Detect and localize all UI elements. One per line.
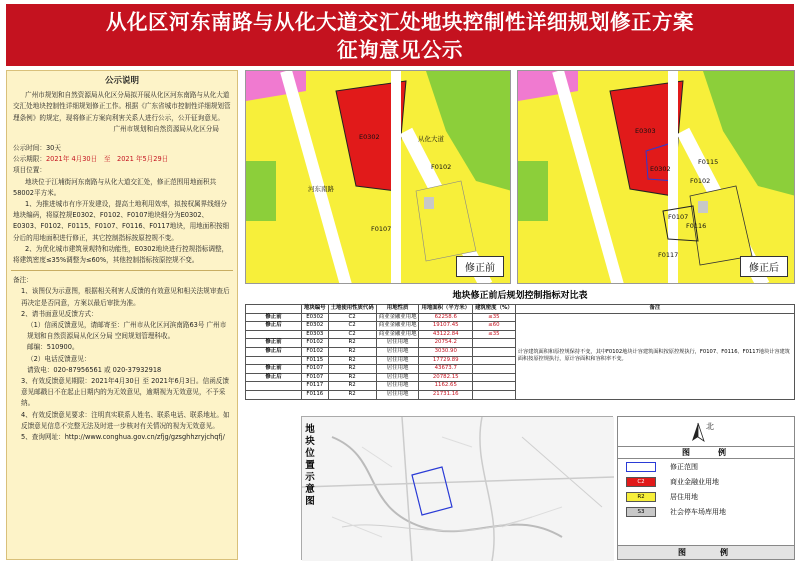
legend-label: 居住用地 bbox=[670, 492, 698, 501]
remark-2c: （2）电话反馈意见： bbox=[27, 354, 91, 363]
cell-code: E0303 bbox=[302, 330, 329, 339]
cell-use-code: R2 bbox=[328, 347, 376, 356]
map-before-label-f0107: F0107 bbox=[371, 225, 392, 233]
page-subtitle: 征询意见公示 bbox=[337, 38, 463, 62]
cell-use: 居住用地 bbox=[376, 373, 419, 382]
map-after-stamp: 修正后 bbox=[740, 256, 788, 277]
location-map-drawing bbox=[302, 417, 614, 561]
notice-title: 公示说明 bbox=[104, 76, 139, 86]
project-text: 地块位于江埔街河东南路与从化大道交汇处，修正范围用地面积共58002平方米。 bbox=[13, 177, 217, 197]
legend-footer: 图 例 bbox=[618, 545, 794, 559]
cell-use: 居住用地 bbox=[376, 356, 419, 365]
cell-code: E0302 bbox=[302, 322, 329, 331]
cell-density bbox=[473, 365, 516, 374]
cell-density bbox=[473, 356, 516, 365]
remark-2b: 邮编：510900。 bbox=[27, 343, 79, 352]
cell-area: 20754.2 bbox=[419, 339, 473, 348]
map-before-stamp: 修正前 bbox=[456, 256, 504, 277]
cell-note: 计容建筑面积和原控规保持不变，其中F0102地块计容建筑面积按原控规执行，F0107、F0116、F0117地块计容建筑面积按原控规执行，原计容面积和容积率不变。 bbox=[515, 313, 794, 399]
cell-use-code: R2 bbox=[328, 382, 376, 391]
map-after-label-f0107: F0107 bbox=[668, 213, 689, 221]
cell-density bbox=[473, 373, 516, 382]
cell-use-code: R2 bbox=[328, 356, 376, 365]
cell-state bbox=[246, 330, 302, 339]
legend-item bbox=[618, 459, 794, 474]
table-title: 地块修正前后规划控制指标对比表 bbox=[452, 291, 588, 301]
cell-state: 修正前 bbox=[246, 339, 302, 348]
cell-area: 62258.6 bbox=[419, 313, 473, 322]
cell-use-code: C2 bbox=[328, 313, 376, 322]
cell-state: 修正前 bbox=[246, 365, 302, 374]
title-banner bbox=[6, 4, 794, 66]
cell-use-code: C2 bbox=[328, 330, 376, 339]
cell-use-code: R2 bbox=[328, 339, 376, 348]
map-before-drawing bbox=[246, 71, 511, 284]
legend-item bbox=[618, 474, 794, 489]
cell-code: F0102 bbox=[302, 339, 329, 348]
legend-swatch bbox=[626, 462, 656, 472]
remark-1: 1、该图仅为示意图，根据相关利害人反馈的有效意见和相关法规审查后再决定是否同意，方案以最后审批为准。 bbox=[21, 287, 230, 307]
col-use-code: 土地使用性质代码 bbox=[328, 305, 376, 314]
compass bbox=[618, 417, 794, 447]
cell-use: 居住用地 bbox=[376, 390, 419, 399]
remark-2: 2、请书面意见反馈方式： bbox=[21, 309, 98, 318]
cell-code: F0116 bbox=[302, 390, 329, 399]
map-after-label-f0115: F0115 bbox=[698, 158, 719, 166]
map-after-label-f0117: F0117 bbox=[658, 251, 679, 259]
col-density: 建筑密度（%） bbox=[473, 305, 516, 314]
map-before-road-1: 河东南路 bbox=[308, 185, 334, 193]
remark-2d: 请致电：020-87956561 或 020-37932918 bbox=[27, 365, 162, 374]
cell-use: 商业金融业用地 bbox=[376, 313, 419, 322]
cell-use-code: R2 bbox=[328, 373, 376, 382]
col-use: 用地性质 bbox=[376, 305, 419, 314]
col-state bbox=[246, 305, 302, 314]
legend-swatch: S3 bbox=[626, 507, 656, 517]
cell-use-code: R2 bbox=[328, 365, 376, 374]
cell-area: 3030.90 bbox=[419, 347, 473, 356]
col-note: 备注 bbox=[515, 305, 794, 314]
cell-density bbox=[473, 347, 516, 356]
cell-state bbox=[246, 382, 302, 391]
content-item-2: 2、为优化城市建筑景观特和功能性，E0302地块进行控规指标调整，将建筑密度≤35%调整为≤60%，其他控制指标按原控规不变。 bbox=[13, 244, 229, 265]
cell-use: 居住用地 bbox=[376, 365, 419, 374]
cell-density bbox=[473, 339, 516, 348]
cell-state: 修正后 bbox=[246, 347, 302, 356]
cell-use-code: R2 bbox=[328, 390, 376, 399]
legend-item bbox=[618, 504, 794, 519]
cell-code: F0107 bbox=[302, 365, 329, 374]
notice-range: 公示期限：2021年 4月30日 至 2021 年5月29日 bbox=[13, 155, 169, 164]
notice-intro: 广州市规划和自然资源局从化区分局拟开展从化区河东南路与从化大道交汇处地块控制性详细规划修正工作。根据《广东省城市控制性详细规划管理条例》的规定，现将修正方案向利害关系人进行公示，公开征询意见。 bbox=[13, 91, 231, 122]
comparison-table-block bbox=[245, 288, 795, 412]
cell-area: 43122.84 bbox=[419, 330, 473, 339]
content-item-1: 1、为推进城市有序开发建设，提高土地利用效率，拟按权属界线细分地块编码，将原控规E0302、F0102、F0107地块细分为E0302、E0303、F0102、F0115、F0107、F0116、F0117地块，用地面积按细分后的用地面积进行修正，其它控制指标按原控规不变。 bbox=[13, 200, 230, 242]
remark-5[interactable]: 5、查询网址：http://www.conghua.gov.cn/zfjg/gzsghhzryjchqfj/ bbox=[21, 433, 225, 442]
cell-area: 17729.89 bbox=[419, 356, 473, 365]
map-before-road-2: 从化大道 bbox=[418, 135, 444, 143]
cell-use: 居住用地 bbox=[376, 382, 419, 391]
cell-code: F0102 bbox=[302, 347, 329, 356]
map-before-label-e0302: E0302 bbox=[359, 133, 380, 141]
table-row bbox=[246, 313, 795, 322]
location-map bbox=[301, 416, 613, 560]
cell-state bbox=[246, 390, 302, 399]
remark-3: 3、有效反馈意见期限：2021年4月30日 至 2021年6月3日。信函反馈意见邮戳日不在起止日期内的为无效意见，逾期视为无效意见，不予采纳。 bbox=[21, 377, 229, 408]
comparison-table bbox=[245, 304, 795, 400]
map-after bbox=[517, 70, 795, 284]
legend-label: 修正范围 bbox=[670, 462, 698, 471]
cell-use: 居住用地 bbox=[376, 347, 419, 356]
cell-use: 商业金融业用地 bbox=[376, 330, 419, 339]
map-before bbox=[245, 70, 511, 284]
cell-state: 修正后 bbox=[246, 373, 302, 382]
remark-2a: （1）信函反馈意见，请邮寄至：广州市从化区河滨南路63号 广州市规划和自然资源局从化区分局 空间规划管理科收。 bbox=[27, 321, 227, 341]
legend-item bbox=[618, 489, 794, 504]
legend bbox=[617, 416, 795, 560]
notice-signature: 广州市规划和自然资源局从化区分局 bbox=[113, 124, 219, 133]
project-heading: 项目位置： bbox=[13, 166, 46, 175]
cell-code: F0107 bbox=[302, 373, 329, 382]
cell-area: 21731.16 bbox=[419, 390, 473, 399]
legend-label: 社会停车场库用地 bbox=[670, 507, 726, 516]
remark-4: 4、有效反馈意见要求：注明真实联系人姓名、联系电话、联系地址。如反馈意见信息不完整无法及时进一步核对有关情况的视为无效意见。 bbox=[21, 410, 230, 430]
cell-area: 20782.15 bbox=[419, 373, 473, 382]
cell-state: 修正前 bbox=[246, 313, 302, 322]
notice-panel bbox=[6, 70, 238, 560]
map-after-label-f0102: F0102 bbox=[690, 177, 711, 185]
col-area: 用地面积（平方米） bbox=[419, 305, 473, 314]
cell-use: 商业金融业用地 bbox=[376, 322, 419, 331]
cell-use-code: C2 bbox=[328, 322, 376, 331]
cell-code: E0302 bbox=[302, 313, 329, 322]
page-title: 从化区河东南路与从化大道交汇处地块控制性详细规划修正方案 bbox=[106, 10, 694, 34]
cell-state: 修正后 bbox=[246, 322, 302, 331]
map-after-drawing bbox=[518, 71, 795, 284]
cell-density bbox=[473, 382, 516, 391]
cell-density: ≤35 bbox=[473, 330, 516, 339]
legend-label: 商业金融业用地 bbox=[670, 477, 719, 486]
cell-code: F0117 bbox=[302, 382, 329, 391]
cell-area: 1162.65 bbox=[419, 382, 473, 391]
cell-state bbox=[246, 356, 302, 365]
notice-period: 公示时间：30天 bbox=[13, 144, 61, 153]
location-map-label: 地块位置示意图 bbox=[305, 424, 315, 507]
remarks-heading: 备注： bbox=[13, 276, 33, 285]
legend-heading: 图 例 bbox=[618, 447, 794, 459]
map-after-label-e0302: E0302 bbox=[650, 165, 671, 173]
cell-density: ≤35 bbox=[473, 313, 516, 322]
map-after-label-f0116: F0116 bbox=[686, 222, 707, 230]
legend-swatch: R2 bbox=[626, 492, 656, 502]
col-code: 地块编号 bbox=[302, 305, 329, 314]
cell-use: 居住用地 bbox=[376, 339, 419, 348]
cell-density: ≤60 bbox=[473, 322, 516, 331]
cell-area: 19107.45 bbox=[419, 322, 473, 331]
cell-code: F0115 bbox=[302, 356, 329, 365]
cell-area: 43673.7 bbox=[419, 365, 473, 374]
north-label: 北 bbox=[706, 422, 714, 431]
map-before-label-f0102: F0102 bbox=[431, 163, 452, 171]
map-after-label-e0303: E0303 bbox=[635, 127, 656, 135]
legend-swatch: C2 bbox=[626, 477, 656, 487]
cell-density bbox=[473, 390, 516, 399]
